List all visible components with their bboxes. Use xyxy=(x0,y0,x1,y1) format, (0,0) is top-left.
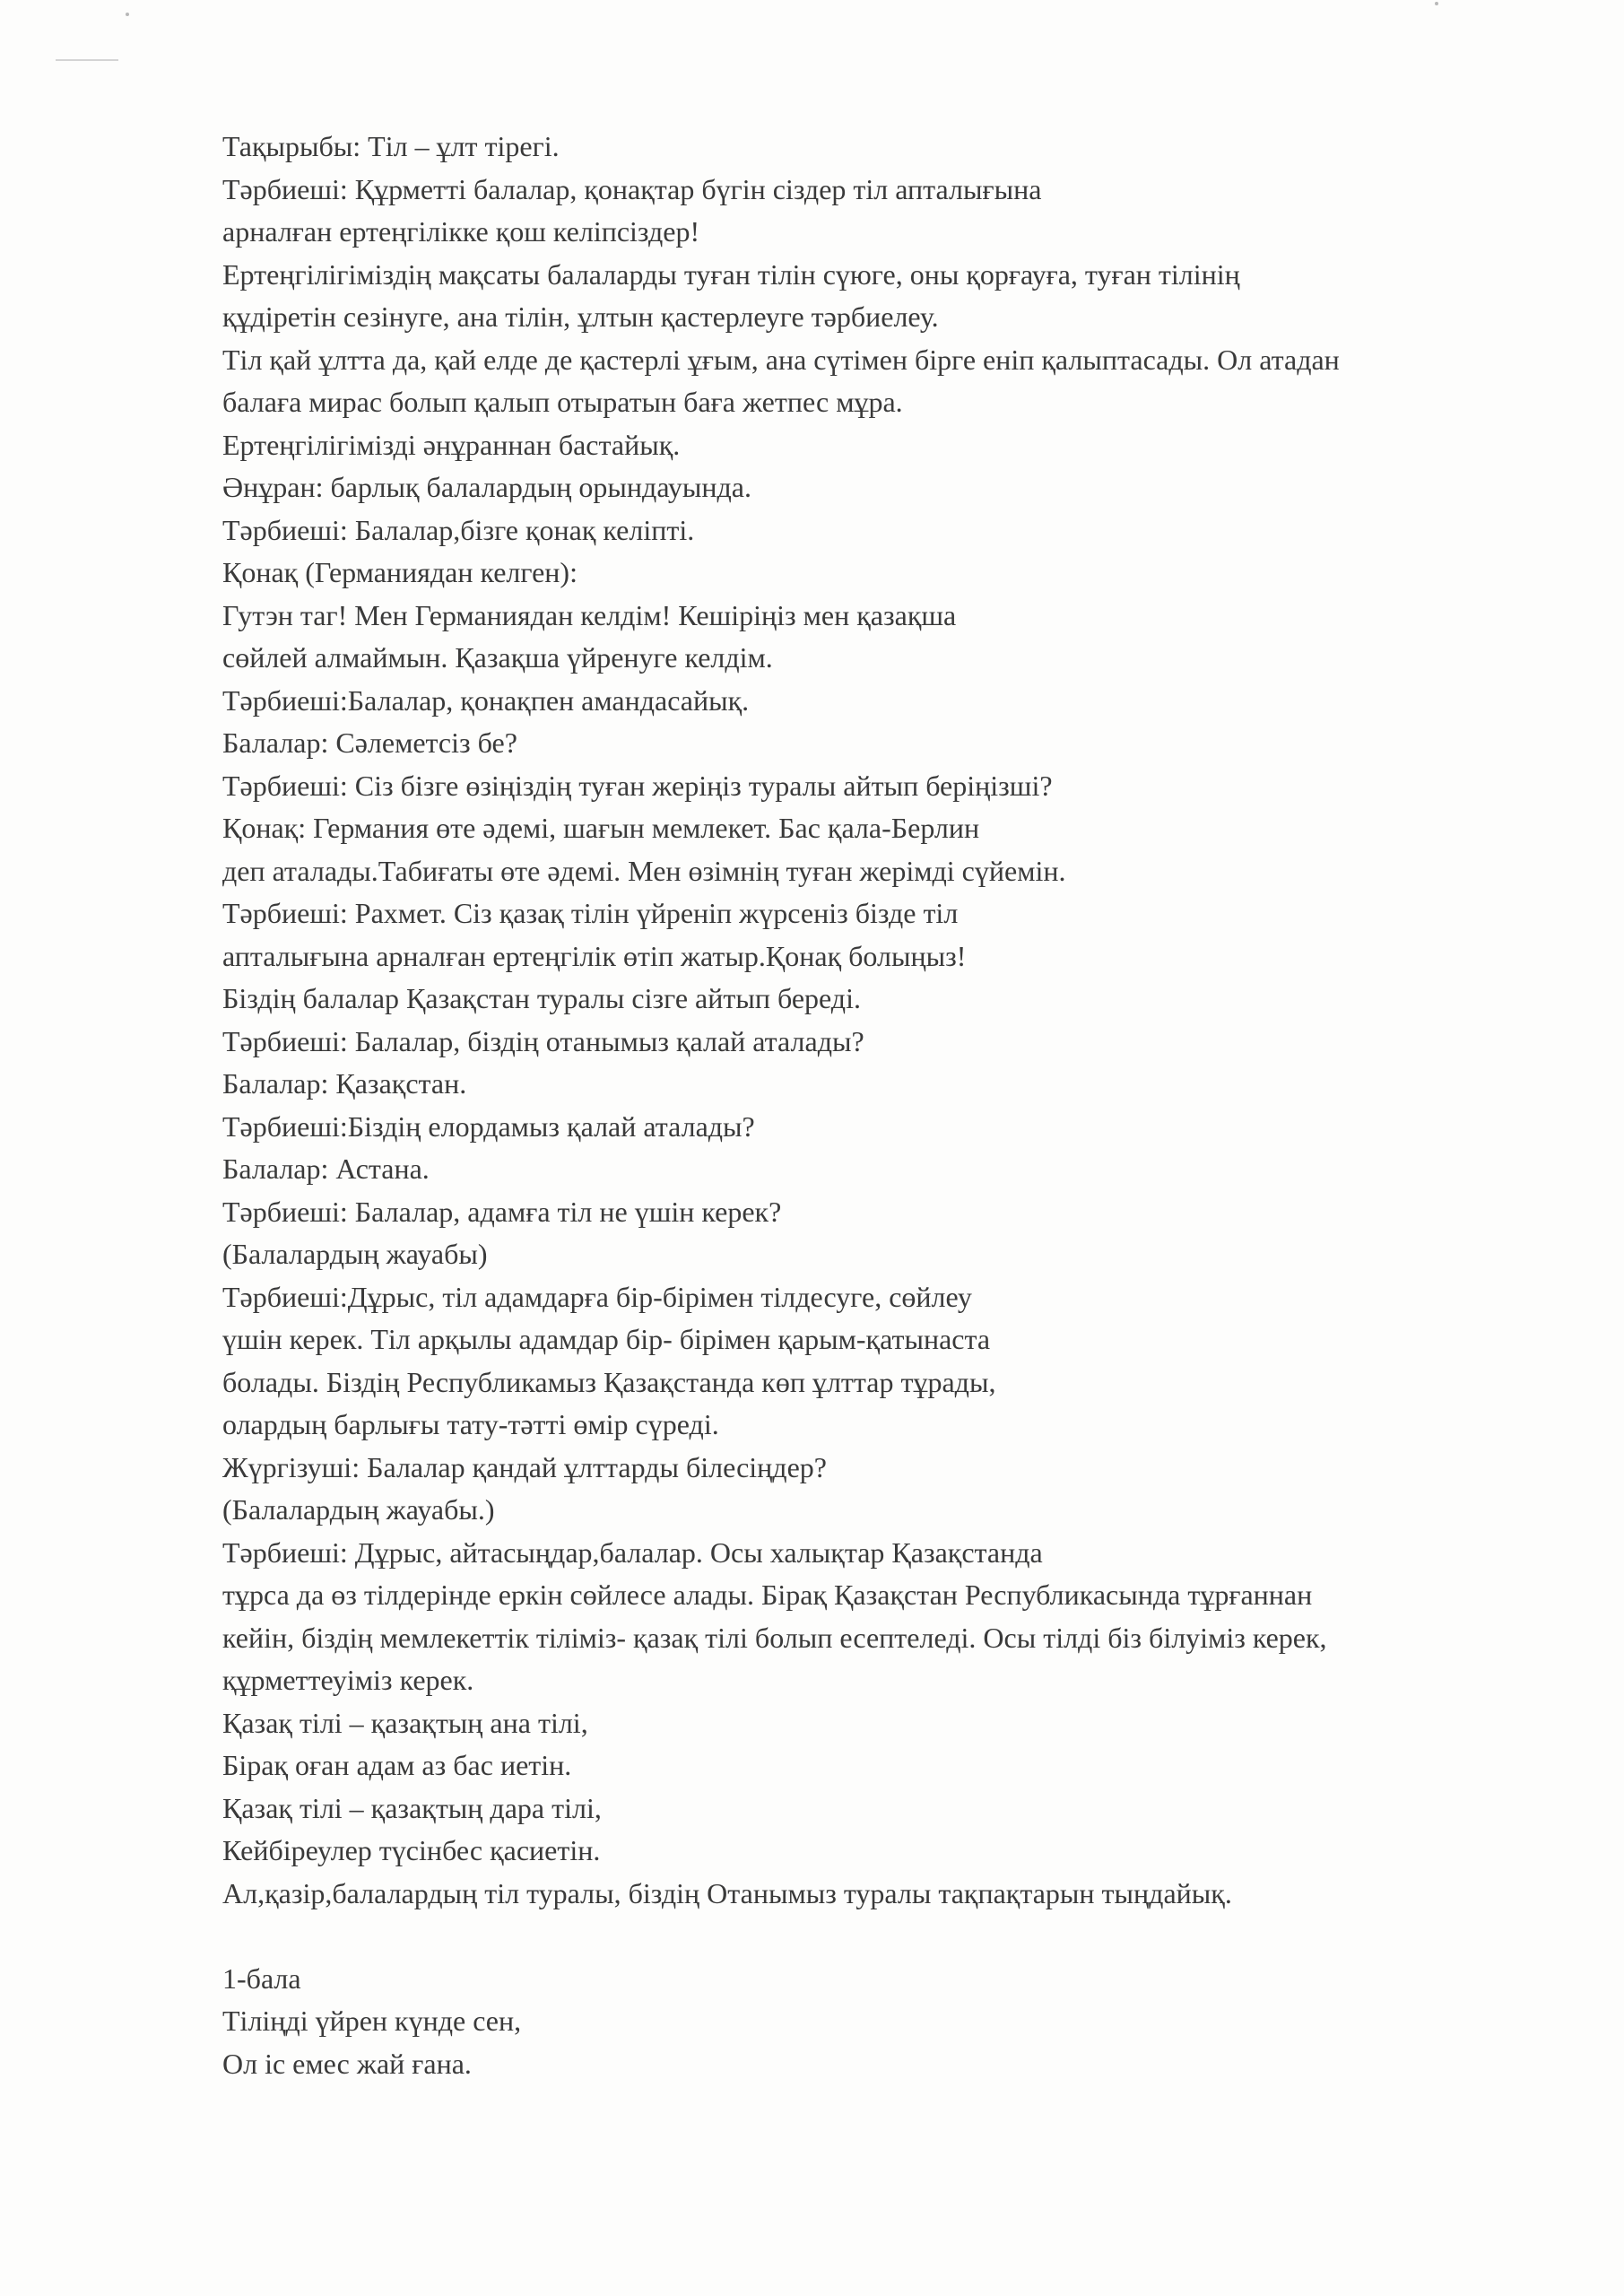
text-line: Тәрбиеші:Дұрыс, тіл адамдарға бір-бірімен тілдесуге, сөйлеу xyxy=(222,1280,972,1313)
text-line: олардың барлығы тату-тәтті өмір сүреді. xyxy=(222,1408,719,1440)
text-line: Ал,қазір,балалардың тіл туралы, біздің Отанымыз туралы тақпақтарын тыңдайық. xyxy=(222,1876,1232,1909)
scan-edge-mark xyxy=(56,59,118,61)
text-line: құрметтеуіміз керек. xyxy=(222,1664,474,1696)
text-line: Қонақ: Германия өте әдемі, шағын мемлекет. Бас қала-Берлин xyxy=(222,812,980,844)
text-line: тұрса да өз тілдерінде еркін сөйлесе алады. Бірақ Қазақстан Республикасында тұрғаннан xyxy=(222,1578,1313,1611)
scan-speck xyxy=(1435,2,1438,5)
text-line: Тәрбиеші:Біздің елордамыз қалай аталады? xyxy=(222,1109,755,1143)
document-text xyxy=(222,126,1514,2085)
text-line: Жүргізуші: Балалар қандай ұлттарды білесіңдер? xyxy=(222,1450,827,1483)
text-line: Гутэн таг! Мен Германиядан келдім! Кешіріңіз мен қазақша xyxy=(222,598,957,631)
text-line: болады. Біздің Республикамыз Қазақстанда көп ұлттар тұрады, xyxy=(222,1365,996,1398)
text-line: Тәрбиеші: Балалар, адамға тіл не үшін керек? xyxy=(222,1195,782,1228)
text-line: Тақырыбы: Тіл – ұлт тірегі. xyxy=(222,130,560,162)
text-line: Тәрбиеші: Балалар, біздің отанымыз қалай аталады? xyxy=(222,1024,864,1057)
text-line: Балалар: Сәлеметсіз бе? xyxy=(222,726,517,759)
document-lines xyxy=(222,126,1514,1915)
text-line: деп аталады.Табиғаты өте әдемі. Мен өзімнің туған жерімді сүйемін. xyxy=(222,854,1066,887)
paragraph-gap xyxy=(222,1915,1514,1958)
text-line: Тіл қай ұлтта да, қай елде де қастерлі ұғым, ана сүтімен бірге еніп қалыптасады. Ол атадан xyxy=(222,343,1340,376)
text-line: Кейбіреулер түсінбес қасиетін. xyxy=(222,1834,601,1866)
text-line: Тәрбиеші: Балалар,бізге қонақ келіпті. xyxy=(222,513,695,546)
text-line: Тіліңді үйрен күнде сен, xyxy=(222,2005,522,2037)
text-line: апталығына арналған ертеңгілік өтіп жатыр.Қонақ болыңыз! xyxy=(222,939,967,972)
text-line: үшін керек. Тіл арқылы адамдар бір- бірімен қарым-қатынаста xyxy=(222,1323,991,1355)
text-line: Қонақ (Германиядан келген): xyxy=(222,556,578,588)
text-line: Әнұран: барлық балалардың орындауында. xyxy=(222,471,751,503)
text-line: Қазақ тілі – қазақтың дара тілі, xyxy=(222,1791,602,1824)
text-line: Ол іс емес жай ғана. xyxy=(222,2047,472,2080)
text-line: Тәрбиеші: Құрметті балалар, қонақтар бүгін сіздер тіл апталығына xyxy=(222,172,1042,205)
text-line: балаға мирас болып қалып отыратын баға жетпес мұра. xyxy=(222,386,903,418)
text-line: (Балалардың жауабы.) xyxy=(222,1493,495,1526)
text-line: Балалар: Астана. xyxy=(222,1152,430,1185)
text-line: Тәрбиеші: Сіз бізге өзіңіздің туған жеріңіз туралы айтып беріңізші? xyxy=(222,769,1053,802)
text-line: 1-бала xyxy=(222,1961,301,1995)
text-line: құдіретін сезінуге, ана тілін, ұлтын қастерлеуге тәрбиелеу. xyxy=(222,300,939,333)
text-line: (Балалардың жауабы) xyxy=(222,1238,488,1270)
text-line: Балалар: Қазақстан. xyxy=(222,1067,467,1100)
scan-speck xyxy=(126,13,129,16)
text-line: сөйлей алмаймын. Қазақша үйренуге келдім. xyxy=(222,641,773,674)
text-line: Тәрбиеші:Балалар, қонақпен амандасайық. xyxy=(222,683,750,717)
text-line: Ертеңгілігіміздің мақсаты балаларды туған тілін сүюге, оны қорғауға, туған тілінің xyxy=(222,257,1240,291)
text-line: Ертеңгілігімізді әнұраннан бастайық. xyxy=(222,428,681,461)
text-line: арналған ертеңгілікке қош келіпсіздер! xyxy=(222,215,700,248)
text-line: Бірақ оған адам аз бас иетін. xyxy=(222,1749,572,1781)
text-line: Біздің балалар Қазақстан туралы сізге айтып береді. xyxy=(222,982,861,1014)
verse-block xyxy=(222,1958,1514,2086)
text-line: Қазақ тілі – қазақтың ана тілі, xyxy=(222,1706,588,1739)
text-line: Тәрбиеші: Дұрыс, айтасыңдар,балалар. Осы халықтар Қазақстанда xyxy=(222,1535,1043,1569)
text-line: кейін, біздің мемлекеттік тіліміз- қазақ тілі болып есептеледі. Осы тілді біз білуіміз керек, xyxy=(222,1621,1327,1654)
text-line: Тәрбиеші: Рахмет. Сіз қазақ тілін үйреніп жүрсеніз бізде тіл xyxy=(222,897,959,929)
